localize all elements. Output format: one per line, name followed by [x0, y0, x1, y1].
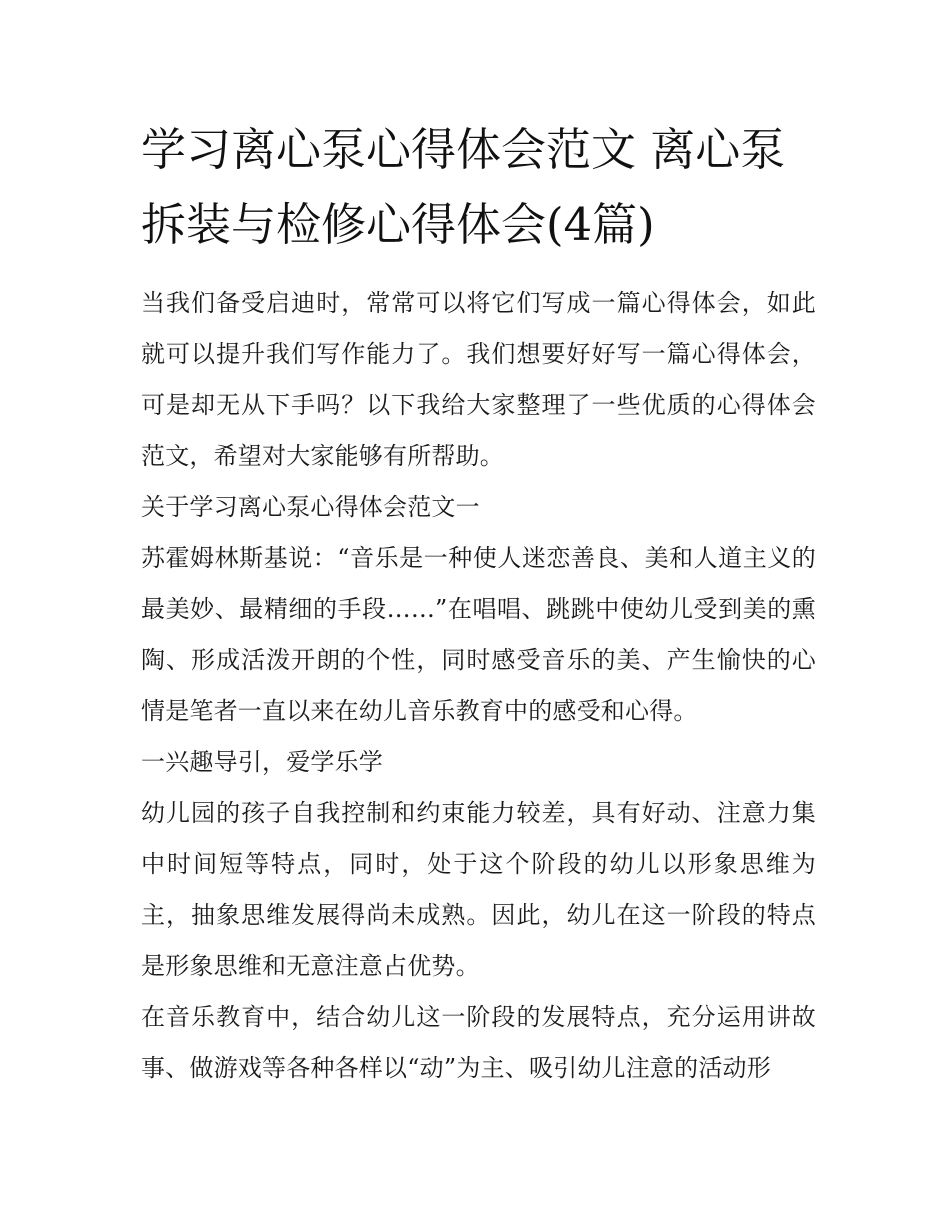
paragraph-music-education: 在音乐教育中，结合幼儿这一阶段的发展特点，充分运用讲故事、做游戏等各种各样以“动”为主、吸引幼儿注意的活动形: [141, 1003, 816, 1082]
document-body: [141, 278, 816, 1094]
paragraph-characteristics: 幼儿园的孩子自我控制和约束能力较差，具有好动、注意力集中时间短等特点，同时，处于这个阶段的幼儿以形象思维为主，抽象思维发展得尚未成熟。因此，幼儿在这一阶段的特点是形象思维和无意注意占优势。: [141, 799, 816, 980]
section-heading-one: 关于学习离心泵心得体会范文一: [141, 493, 480, 521]
document-title: 学习离心泵心得体会范文 离心泵拆装与检修心得体会(4篇): [141, 123, 786, 251]
subheading-interest: 一兴趣导引，爱学乐学: [141, 748, 383, 776]
paragraph-quote: 苏霍姆林斯基说：“音乐是一种使人迷恋善良、美和人道主义的最美妙、最精细的手段……”在唱唱、跳跳中使幼儿受到美的熏陶、形成活泼开朗的个性，同时感受音乐的美、产生愉快的心情是笔者一直以来在幼儿音乐教育中的感受和心得。: [141, 544, 816, 725]
paragraph-intro: 当我们备受启迪时，常常可以将它们写成一篇心得体会，如此就可以提升我们写作能力了。我们想要好好写一篇心得体会，可是却无从下手吗？以下我给大家整理了一些优质的心得体会范文，希望对大家能够有所帮助。: [141, 289, 816, 470]
